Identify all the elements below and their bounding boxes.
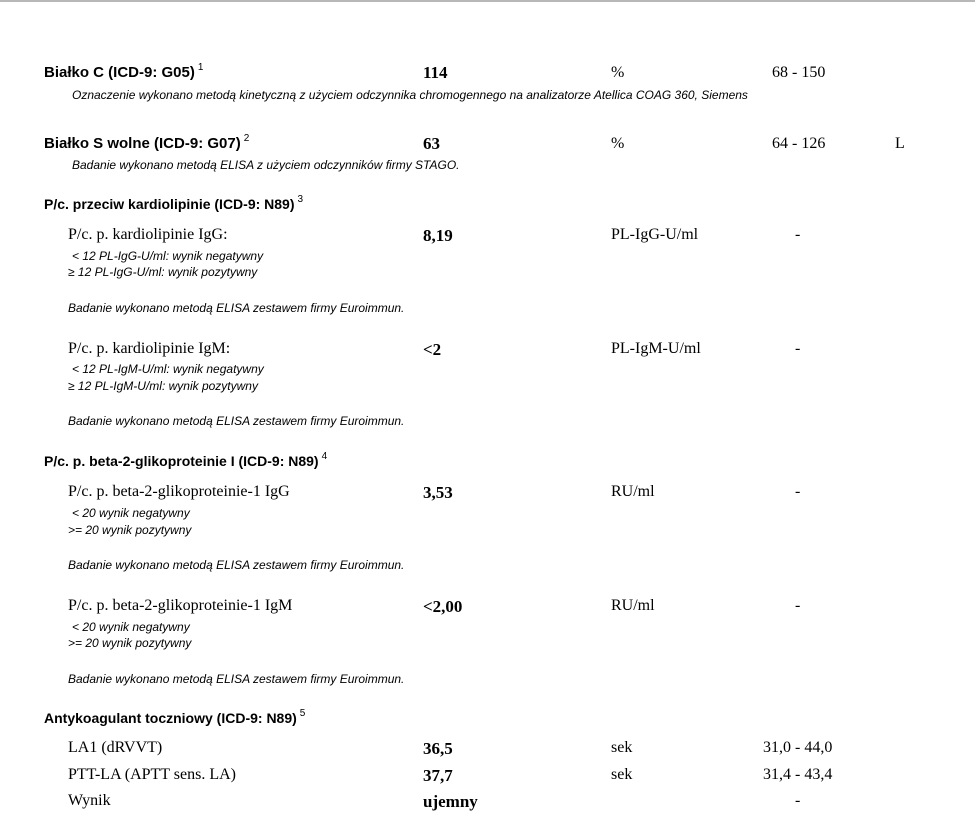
beta2-igm-method: Badanie wykonano metodą ELISA zestawem firmy Euroimmun.: [68, 672, 405, 686]
beta2-igg-method: Badanie wykonano metodą ELISA zestawem firmy Euroimmun.: [68, 558, 405, 572]
beta2-igg-ref-positive: >= 20 wynik pozytywny: [68, 523, 192, 537]
footnote-marker: 2: [243, 133, 250, 144]
bialko-s-value: 63: [423, 134, 440, 153]
lupus-la1-range: 31,0 - 44,0: [763, 739, 833, 756]
bialko-s-range: 64 - 126: [772, 135, 826, 152]
lupus-result-range: -: [795, 792, 801, 809]
beta2-igm-ref-positive: >= 20 wynik pozytywny: [68, 636, 192, 650]
beta2-igm-range: -: [795, 597, 801, 614]
beta2-igg-range: -: [795, 483, 801, 500]
lupus-pttla-range: 31,4 - 43,4: [763, 766, 833, 783]
bialko-c-name: Białko C (ICD-9: G05) $^1$: [44, 62, 204, 81]
bialko-s-unit: %: [611, 135, 625, 152]
lupus-pttla-value: 37,7: [423, 766, 453, 785]
kardiolipina-igg-method: Badanie wykonano metodą ELISA zestawem firmy Euroimmun.: [68, 301, 405, 315]
beta2-igm-name: P/c. p. beta-2-glikoproteinie-1 IgM: [68, 597, 293, 614]
kardiolipina-igm-range: -: [795, 340, 801, 357]
bialko-c-note: Oznaczenie wykonano metodą kinetyczną z użyciem odczynnika chromogennego na analizatorze Atellica COAG 360, Siemens: [72, 88, 748, 102]
kardiolipina-igg-range: -: [795, 226, 801, 243]
kardiolipina-igm-unit: PL-IgM-U/ml: [611, 340, 701, 357]
beta2-igg-ref-negative: < 20 wynik negatywny: [72, 506, 190, 520]
footnote-marker: 4: [321, 451, 328, 462]
beta2-section-title: P/c. p. beta-2-glikoproteinie I (ICD-9: N89) $^4$: [44, 451, 328, 469]
beta2-igm-value: <2,00: [423, 597, 463, 616]
bialko-c-unit: %: [611, 64, 625, 81]
kardiolipina-igm-ref-negative: < 12 PL-IgM-U/ml: wynik negatywny: [72, 362, 264, 376]
kardiolipina-igg-ref-negative: < 12 PL-IgG-U/ml: wynik negatywny: [72, 249, 264, 263]
footnote-marker: 5: [299, 708, 306, 719]
bialko-s-flag: L: [895, 135, 905, 152]
lupus-la1-value: 36,5: [423, 739, 453, 758]
bialko-s-name: Białko S wolne (ICD-9: G07) $^2$: [44, 133, 250, 152]
lupus-result-name: Wynik: [68, 792, 111, 809]
top-border: [0, 0, 975, 2]
kardiolipina-igg-value: 8,19: [423, 226, 453, 245]
lupus-la1-name: LA1 (dRVVT): [68, 739, 163, 756]
lupus-la1-unit: sek: [611, 739, 633, 756]
footnote-marker: 3: [297, 194, 304, 205]
kardiolipina-igm-value: <2: [423, 340, 442, 359]
kardiolipina-igg-ref-positive: ≥ 12 PL-IgG-U/ml: wynik pozytywny: [68, 265, 258, 279]
lupus-result-value: ujemny: [423, 792, 478, 811]
lupus-section-title: Antykoagulant toczniowy (ICD-9: N89) $^5$: [44, 708, 306, 726]
beta2-igg-unit: RU/ml: [611, 483, 655, 500]
bialko-s-note: Badanie wykonano metodą ELISA z użyciem odczynników firmy STAGO.: [72, 158, 460, 172]
lupus-pttla-name: PTT-LA (APTT sens. LA): [68, 766, 236, 783]
footnote-marker: 1: [197, 62, 204, 73]
bialko-c-value: 114: [423, 63, 448, 82]
kardiolipina-igm-ref-positive: ≥ 12 PL-IgM-U/ml: wynik pozytywny: [68, 379, 258, 393]
bialko-c-range: 68 - 150: [772, 64, 826, 81]
beta2-igg-value: 3,53: [423, 483, 453, 502]
lupus-pttla-unit: sek: [611, 766, 633, 783]
kardiolipina-section-title: P/c. przeciw kardiolipinie (ICD-9: N89) $^3$: [44, 194, 304, 212]
beta2-igm-unit: RU/ml: [611, 597, 655, 614]
beta2-igg-name: P/c. p. beta-2-glikoproteinie-1 IgG: [68, 483, 290, 500]
beta2-igm-ref-negative: < 20 wynik negatywny: [72, 620, 190, 634]
kardiolipina-igg-unit: PL-IgG-U/ml: [611, 226, 699, 243]
kardiolipina-igg-name: P/c. p. kardiolipinie IgG:: [68, 226, 228, 243]
kardiolipina-igm-name: P/c. p. kardiolipinie IgM:: [68, 340, 231, 357]
kardiolipina-igm-method: Badanie wykonano metodą ELISA zestawem firmy Euroimmun.: [68, 414, 405, 428]
